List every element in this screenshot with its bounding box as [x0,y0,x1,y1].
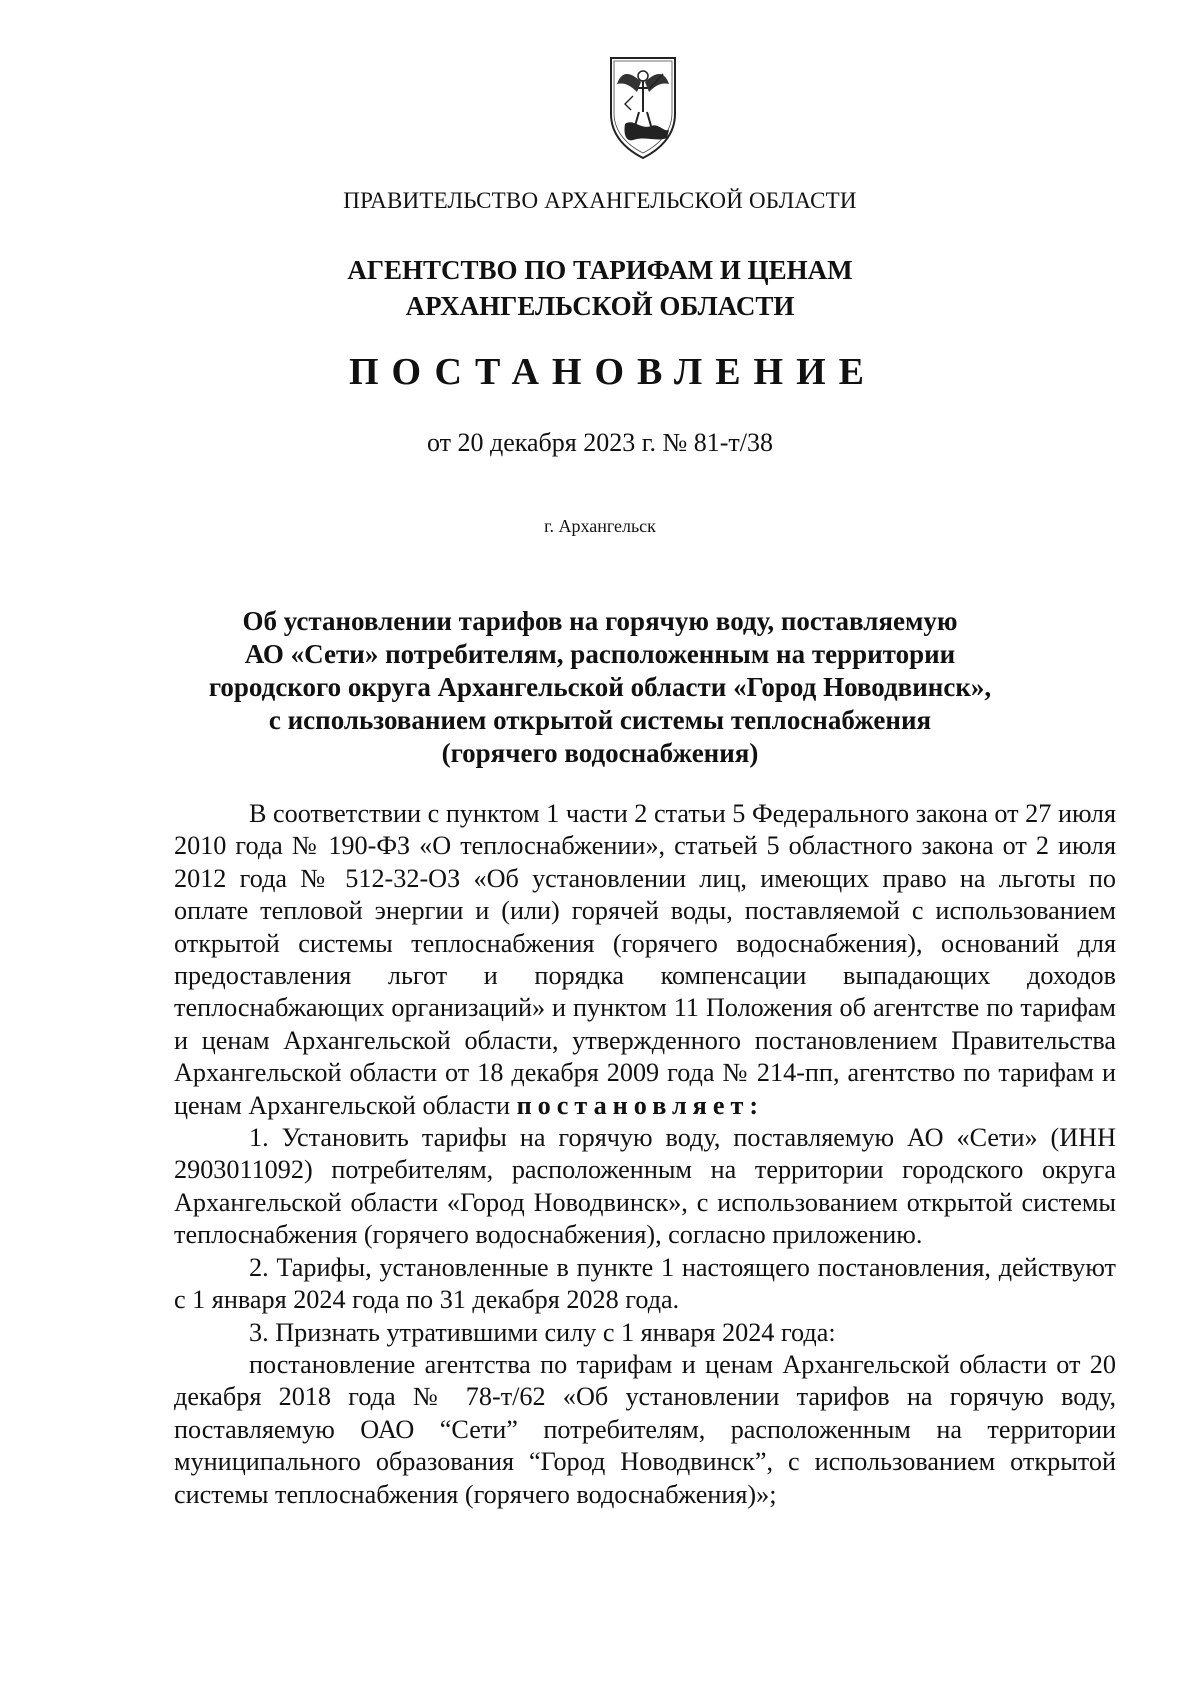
arkhangelsk-coat-of-arms-icon [603,52,683,162]
title-line: городского округа Архангельской области «Город Новодвинск», [208,672,992,702]
item-2: 2. Тарифы, установленные в пункте 1 настоящего постановления, действуют с 1 января 2024 года по 31 декабря 2028 года. [174,1252,1116,1315]
agency-name-line: АГЕНТСТВО ПО ТАРИФАМ И ЦЕНАМ [347,255,853,285]
item-3-sub-1: постановление агентства по тарифам и ценам Архангельской области от 20 декабря 2018 года № 78-т/62 «Об установлении тарифов на горячую воду, поставляемую ОАО “Сети” потребителям, расположенным на территории муниципального образования “Город Новодвинск”, с использованием открытой системы теплоснабжения (горячего водоснабжения)»; [174,1349,1116,1509]
government-name: ПРАВИТЕЛЬСТВО АРХАНГЕЛЬСКОЙ ОБЛАСТИ [343,188,857,213]
agency-name-line: АРХАНГЕЛЬСКОЙ ОБЛАСТИ [405,291,795,321]
city: г. Архангельск [544,516,656,536]
date-and-number: от 20 декабря 2023 г. № 81-т/38 [426,428,774,457]
item-3: 3. Признать утратившими силу с 1 января 2024 года: [249,1317,836,1347]
preamble-text: В соответствии с пунктом 1 части 2 статьи 5 Федерального закона от 27 июля 2010 года № 190-ФЗ «О теплоснабжении», статьей 5 областного закона от 2 июля 2012 года № 512-32-ОЗ «Об установлении лиц, имеющих право на льготы по оплате тепловой энергии и (или) горячей воды, поставляемой с использованием открытой системы теплоснабжения (горячего водоснабжения), оснований для предоставления льгот и порядка компенсации выпадающих доходов теплоснабжающих организаций» и пунктом 11 Положения об агентстве по тарифам и ценам Архангельской области, утвержденного постановлением Правительства Архангельской области от 18 декабря 2009 года № 214-пп, агентство по тарифам и ценам Архангельской области [174,799,1116,1120]
agency-name [0,252,1200,324]
document-type: ПОСТАНОВЛЕНИЕ [348,351,878,393]
title-line: (горячего водоснабжения) [441,738,759,768]
decree-word: постановляет: [516,1090,765,1120]
title-line: с использованием открытой системы теплоснабжения [268,705,932,735]
document-body [174,798,1116,1511]
item-1: 1. Установить тарифы на горячую воду, поставляемую АО «Сети» (ИНН 2903011092) потребителям, расположенным на территории городского округа Архангельской области «Город Новодвинск», с использованием открытой системы теплоснабжения (горячего водоснабжения), согласно приложению. [174,1123,1116,1250]
document-title [0,605,1200,770]
title-line: АО «Сети» потребителям, расположенным на территории [244,639,956,669]
title-line: Об установлении тарифов на горячую воду, поставляемую [242,606,958,636]
preamble-paragraph [174,798,1116,1122]
